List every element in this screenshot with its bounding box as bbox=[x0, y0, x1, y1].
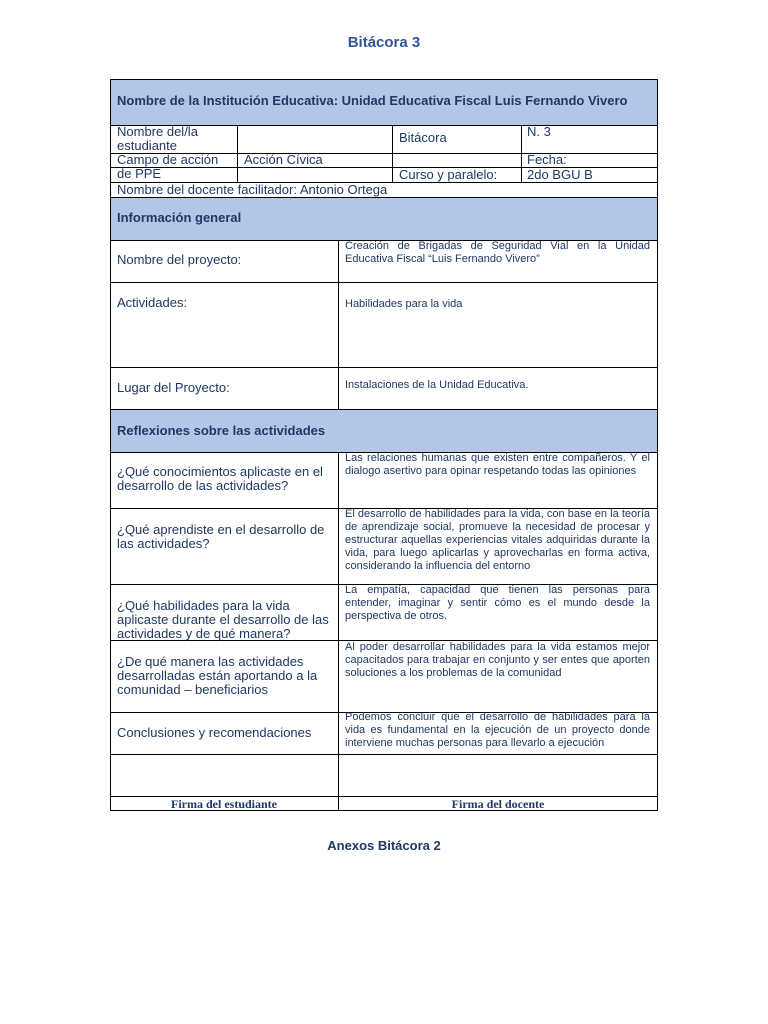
date-label: Fecha: bbox=[527, 152, 567, 167]
conclusions-text: Podemos concluir que el desarrollo de habilidades para la vida es fundamental en la ejecución de un proyecto donde interviene muchas personas para llevarlo a ejecución bbox=[345, 711, 650, 749]
field-label: Campo de acción de PPE bbox=[117, 152, 219, 181]
project-place-label: Lugar del Proyecto: bbox=[117, 380, 230, 395]
page-title: Bitácora 3 bbox=[347, 34, 421, 51]
conclusions-label: Conclusiones y recomendaciones bbox=[117, 725, 312, 740]
reflection-answer: Las relaciones humanas que existen entre compañeros. Y el dialogo asertivo para opinar respetando todas las opiniones bbox=[345, 452, 650, 477]
teacher-signature-label: Firma del docente bbox=[451, 797, 545, 811]
project-name-label: Nombre del proyecto: bbox=[117, 252, 242, 267]
student-signature-label: Firma del estudiante bbox=[171, 797, 277, 811]
teacher-name: Nombre del docente facilitador: Antonio Ortega bbox=[117, 182, 388, 197]
bitacora-number: N. 3 bbox=[527, 124, 551, 139]
general-info-header: Información general bbox=[117, 210, 242, 225]
reflection-question: ¿Qué habilidades para la vida aplicaste durante el desarrollo de las actividades y de qué manera? bbox=[117, 598, 329, 641]
project-place-value: Instalaciones de la Unidad Educativa. bbox=[345, 379, 529, 391]
reflection-answer: Al poder desarrollar habilidades para la vida estamos mejor capacitados para trabajar en conjunto y ser entes que aporten soluciones a los problemas de la comunidad bbox=[345, 641, 650, 679]
course-label: Curso y paralelo: bbox=[399, 167, 498, 182]
bitacora-label: Bitácora bbox=[399, 130, 447, 145]
activities-value: Habilidades para la vida bbox=[345, 298, 463, 310]
student-name-label: Nombre del/la estudiante bbox=[117, 124, 198, 153]
reflection-question: ¿Qué aprendiste en el desarrollo de las actividades? bbox=[117, 522, 325, 551]
activities-label: Actividades: bbox=[117, 295, 188, 310]
annex-title: Anexos Bitácora 2 bbox=[327, 838, 441, 853]
reflection-question: ¿De qué manera las actividades desarrolladas están aportando a la comunidad – beneficiarios bbox=[117, 654, 318, 697]
reflection-answer: La empatía, capacidad que tienen las personas para entender, imaginar y sentir cómo es el mundo desde la perspectiva de otros. bbox=[345, 584, 650, 622]
project-name-value: Creación de Brigadas de Seguridad Vial en la Unidad Educativa Fiscal “Luis Fernando Vivero” bbox=[345, 240, 650, 265]
field-value: Acción Cívica bbox=[244, 152, 323, 167]
institution-name: Nombre de la Institución Educativa: Unidad Educativa Fiscal Luis Fernando Vivero bbox=[117, 93, 628, 108]
reflections-header: Reflexiones sobre las actividades bbox=[117, 423, 326, 438]
reflection-question: ¿Qué conocimientos aplicaste en el desarrollo de las actividades? bbox=[117, 464, 323, 493]
reflection-answer: El desarrollo de habilidades para la vida, con base en la teoría de aprendizaje social, promueve la necesidad de procesar y estructurar aquellas experiencias vitales adquiridas durante la vida, para luego aplicarlas y aprovecharlas en forma activa, considerando la influencia del entorno bbox=[345, 508, 650, 572]
course-value: 2do BGU B bbox=[527, 167, 593, 182]
